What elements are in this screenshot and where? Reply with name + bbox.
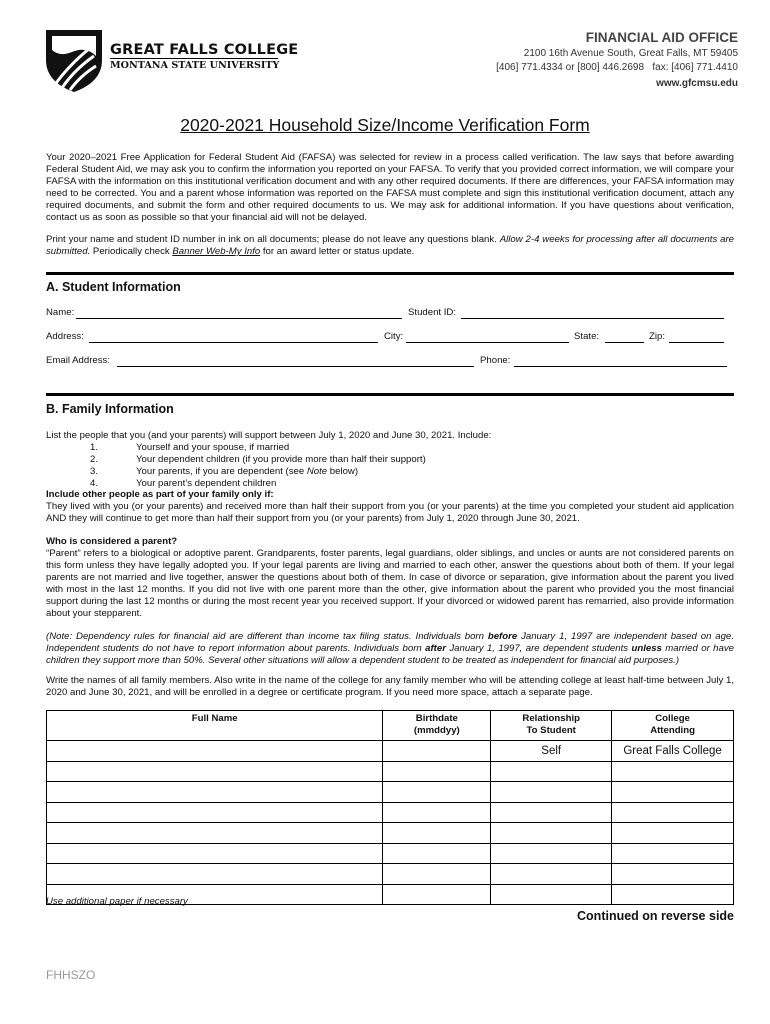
city-label: City: <box>384 331 404 342</box>
header-sublabel: To Student <box>526 724 576 736</box>
student-id-label: Student ID: <box>408 307 456 318</box>
email-field[interactable] <box>117 366 474 367</box>
college-logo <box>42 26 106 99</box>
college-cell[interactable] <box>612 761 734 782</box>
list-text-part: Your parents, if you are dependent (see <box>136 465 307 477</box>
zip-label: Zip: <box>649 331 665 342</box>
table-row <box>47 843 734 864</box>
section-a-heading: A. Student Information <box>46 280 181 294</box>
full-name-cell[interactable] <box>47 864 383 885</box>
list-text <box>136 466 358 478</box>
college-name: GREAT FALLS COLLEGE <box>110 42 299 58</box>
header-sublabel: (mmddyy) <box>413 724 460 736</box>
header-label: Birthdate <box>415 713 458 724</box>
instructions-part: Periodically check <box>90 245 173 257</box>
relationship-cell[interactable] <box>491 884 612 905</box>
dependency-note <box>46 631 734 667</box>
list-item <box>90 478 426 490</box>
birthdate-cell[interactable] <box>383 864 491 885</box>
list-item <box>90 454 426 466</box>
processing-note: Allow 2-4 weeks for processing after all documents are submitted. <box>46 234 734 257</box>
full-name-cell[interactable] <box>47 802 383 823</box>
section-a-rule <box>46 272 734 275</box>
table-row <box>47 761 734 782</box>
instructions-part: for an award letter or status update. <box>260 245 415 257</box>
full-name-cell[interactable] <box>47 761 383 782</box>
birthdate-cell[interactable] <box>383 884 491 905</box>
relationship-cell[interactable] <box>491 864 612 885</box>
table-row <box>47 864 734 885</box>
other-people-text: They lived with you (or your parents) and received more than half their support from you (or your parents) at the time you completed your student aid application AND they will continue to get more than half their support from you (or your parents) from July 1, 2020 through June 30, 2021. <box>46 501 734 524</box>
note-emphasis: unless <box>631 642 662 654</box>
college-cell[interactable] <box>612 823 734 844</box>
note-emphasis: before <box>487 631 518 642</box>
city-field[interactable] <box>406 342 569 343</box>
relationship-cell[interactable] <box>491 823 612 844</box>
birthdate-cell[interactable] <box>383 782 491 803</box>
intro-text: Your 2020–2021 Free Application for Federal Student Aid (FAFSA) was selected for review in a process called verification. The law says that before awarding Federal Student Aid, we may ask you to confirm the information you reported on your FAFSA. To verify that you provided correct information, we will compare your FAFSA with the information on this institutional verification document and with any other required documents. If there are differences, your FAFSA information may need to be corrected. You and a parent whose information was reported on the FAFSA must complete and sign this institutional verification document, attach any required documents, and submit the form and other required documents to us. We may ask for additional information. If you have questions about verification, contact us as soon as possible so that your financial aid will not be delayed. <box>46 152 734 223</box>
full-name-cell[interactable] <box>47 843 383 864</box>
parent-heading: Who is considered a parent? <box>46 536 178 547</box>
college-cell[interactable] <box>612 782 734 803</box>
note-part: married or have children they support more than 50%. Several other situations will allow a dependent student to be treated as independent for financial aid purposes.) <box>46 642 734 666</box>
intro-paragraph <box>46 152 734 223</box>
other-people-heading: Include other people as part of your family only if: <box>46 489 274 500</box>
header-sublabel: Attending <box>650 724 695 736</box>
birthdate-cell[interactable] <box>383 802 491 823</box>
address-field[interactable] <box>89 342 378 343</box>
write-names-text: Write the names of all family members. Also write in the name of the college for any family member who will be attending college at least half-time between July 1, 2020 and June 30, 2021, and will be enrolled in a degree or certificate program. If you need more space, attach a separate page. <box>46 675 734 698</box>
list-text: Your dependent children (if you provide more than half their support) <box>136 453 426 465</box>
table-row <box>47 823 734 844</box>
list-number: 2. <box>90 453 99 465</box>
full-name-cell[interactable] <box>47 782 383 803</box>
name-field[interactable] <box>76 318 402 319</box>
banner-link[interactable]: Banner Web-My Info <box>172 245 261 257</box>
office-phones: [406] 771.4334 or [800] 446.2698 fax: [406] 771.4410 <box>496 62 738 73</box>
college-cell[interactable] <box>612 884 734 905</box>
full-name-cell[interactable] <box>47 823 383 844</box>
birthdate-cell[interactable] <box>383 761 491 782</box>
header-label: College <box>655 713 690 724</box>
additional-paper-note: Use additional paper if necessary <box>46 896 188 907</box>
parent-text: “Parent” refers to a biological or adoptive parent. Grandparents, foster parents, legal guardians, older siblings, and uncles or aunts are not considered parents on this form unless they have legally adopted you. If your legal parents are living and married to each other, answer the questions about both of them. If your legal parents are not married and live together, answer the questions about both of them. In case of divorce or separation, give information about the parent you lived with most in the last 12 months. If you did not live with one parent more than the other, give information about the parent who provided you the most financial support during the last 12 months or during the most recent year you received support. If your divorced or widowed parent has remarried, also provide information about your stepparent. <box>46 548 734 619</box>
relationship-cell[interactable] <box>491 802 612 823</box>
birthdate-cell[interactable] <box>383 843 491 864</box>
form-title: 2020-2021 Household Size/Income Verification Form <box>180 115 590 135</box>
section-b-rule <box>46 393 734 396</box>
office-address: 2100 16th Avenue South, Great Falls, MT 59405 <box>523 48 738 59</box>
list-intro: List the people that you (and your parents) will support between July 1, 2020 and June 30, 2021. Include: <box>46 430 492 441</box>
birthdate-cell[interactable] <box>383 823 491 844</box>
address-label: Address: <box>46 331 84 342</box>
table-header-row <box>47 711 734 741</box>
header-label: Full Name <box>191 713 238 724</box>
list-number: 1. <box>90 442 99 453</box>
relationship-cell[interactable] <box>491 761 612 782</box>
table-row <box>47 782 734 803</box>
list-text: Your parent’s dependent children <box>136 477 277 489</box>
relationship-cell[interactable] <box>491 782 612 803</box>
list-item <box>90 442 426 454</box>
instructions-text <box>46 234 734 258</box>
relationship-header <box>491 711 612 741</box>
full-name-header <box>47 711 383 741</box>
zip-field[interactable] <box>669 342 724 343</box>
state-field[interactable] <box>605 342 644 343</box>
list-text-part: below) <box>327 465 359 477</box>
birthdate-cell[interactable] <box>383 741 491 762</box>
birthdate-header <box>383 711 491 741</box>
form-code: FHHSZO <box>46 968 96 982</box>
logo-shield-icon <box>42 26 106 94</box>
continued-note: Continued on reverse side <box>577 909 734 923</box>
list-text-emphasis: Note <box>306 465 328 477</box>
table-row <box>47 802 734 823</box>
note-part: January 1, 1997 are independent based on age. Independent students do not have to report information about parents. Individuals born <box>46 631 734 654</box>
list-number: 4. <box>90 477 99 489</box>
relationship-cell[interactable]: Self <box>491 741 612 762</box>
instructions-paragraph <box>46 234 734 258</box>
list-number: 3. <box>90 465 99 477</box>
college-cell[interactable]: Great Falls College <box>612 741 734 762</box>
phone-label: Phone: <box>480 355 511 366</box>
note-part: (Note: Dependency rules for financial aid are different than income tax filing status. Individuals born <box>46 631 488 642</box>
college-subtitle: MONTANA STATE UNIVERSITY <box>110 60 280 71</box>
table-row <box>47 741 734 762</box>
state-label: State: <box>574 331 600 342</box>
college-cell[interactable] <box>612 843 734 864</box>
phone-field[interactable] <box>514 366 727 367</box>
header-label: Relationship <box>522 713 580 724</box>
instructions-part: Print your name and student ID number in ink on all documents; please do not leave any questions blank. <box>46 234 500 245</box>
office-website: www.gfcmsu.edu <box>656 78 738 89</box>
college-header <box>612 711 734 741</box>
note-emphasis: after <box>425 642 446 654</box>
list-text: Yourself and your spouse, if married <box>136 442 290 453</box>
college-cell[interactable] <box>612 802 734 823</box>
include-list <box>90 442 426 490</box>
section-b-heading: B. Family Information <box>46 402 174 416</box>
email-label: Email Address: <box>46 355 110 366</box>
college-name-rule <box>110 58 278 59</box>
student-id-field[interactable] <box>461 318 724 319</box>
full-name-cell[interactable] <box>47 741 383 762</box>
family-table <box>46 710 734 905</box>
relationship-cell[interactable] <box>491 843 612 864</box>
note-part: January 1, 1997, are dependent students <box>445 642 632 654</box>
college-cell[interactable] <box>612 864 734 885</box>
name-label: Name: <box>46 307 75 318</box>
list-item <box>90 466 426 478</box>
office-title: FINANCIAL AID OFFICE <box>585 30 738 45</box>
